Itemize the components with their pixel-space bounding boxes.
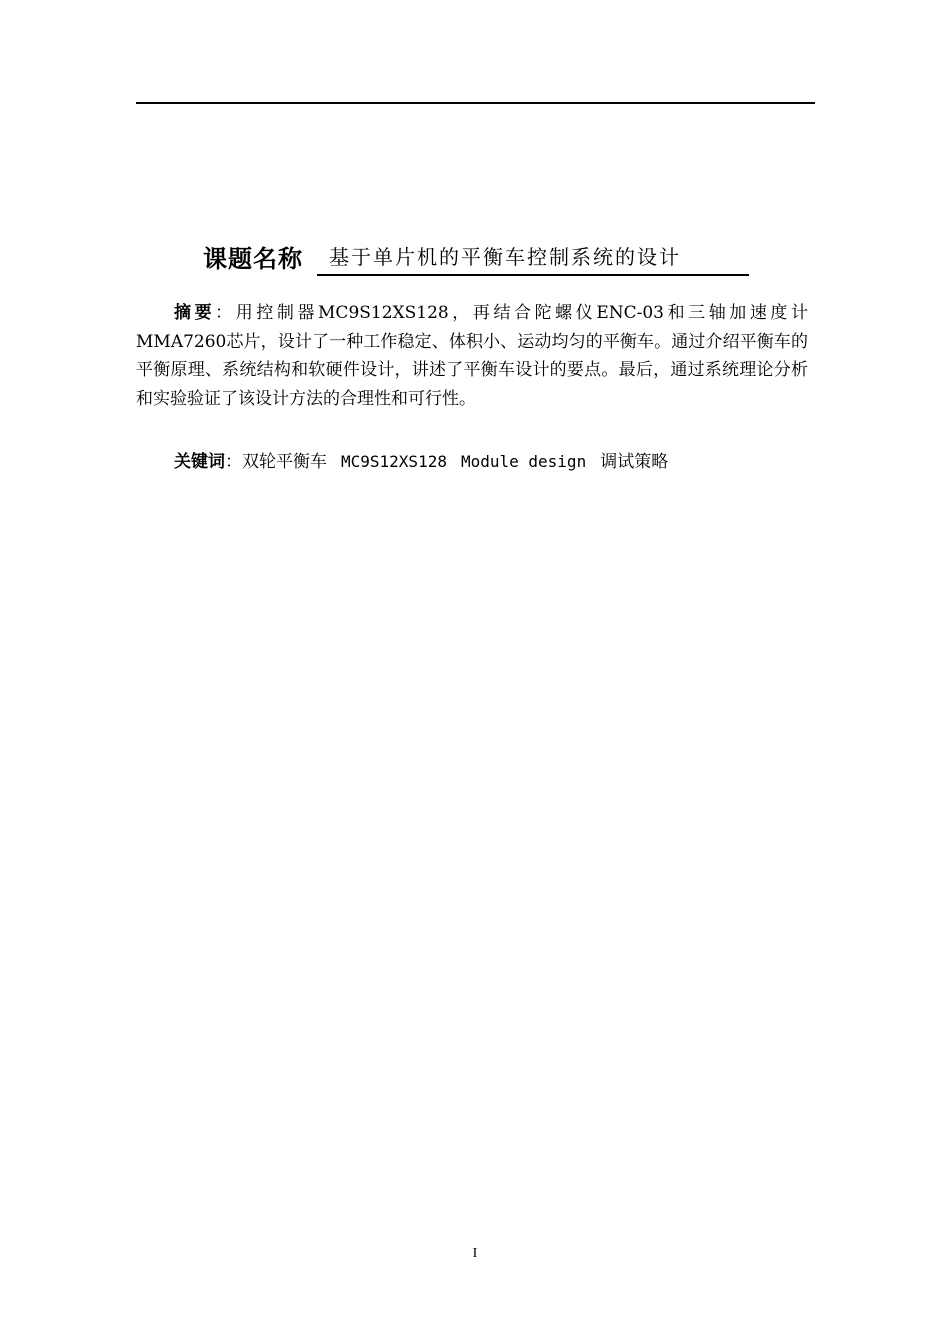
- page-number: I: [472, 1246, 478, 1261]
- abstract-label: 摘要: [174, 303, 216, 323]
- keyword-item: 调试策略: [600, 452, 669, 472]
- keyword-item: Module design: [460, 452, 587, 471]
- keywords-label: 关键词: [174, 452, 225, 472]
- keywords-line: [174, 448, 668, 476]
- title-value: 基于单片机的平衡车控制系统的设计: [329, 245, 681, 269]
- title-label: 课题名称: [203, 245, 303, 273]
- abstract-colon: ：: [215, 303, 236, 323]
- keyword-item: MC9S12XS128: [341, 452, 447, 471]
- abstract-text: 用控制器MC9S12XS128，再结合陀螺仪ENC-03和三轴加速度计MMA7260芯片，设计了一种工作稳定、体积小、运动均匀的平衡车。通过介绍平衡车的平衡原理、系统结构和软硬件设计，讲述了平衡车设计的要点。最后，通过系统理论分析和实验验证了该设计方法的合理性和可行性。: [136, 303, 809, 409]
- keywords-colon: ：: [225, 452, 242, 472]
- title-underline-field: [317, 240, 749, 276]
- keyword-item: 双轮平衡车: [242, 452, 327, 472]
- abstract-paragraph: [136, 299, 808, 413]
- title-row: [203, 232, 749, 276]
- header-rule: [136, 102, 815, 104]
